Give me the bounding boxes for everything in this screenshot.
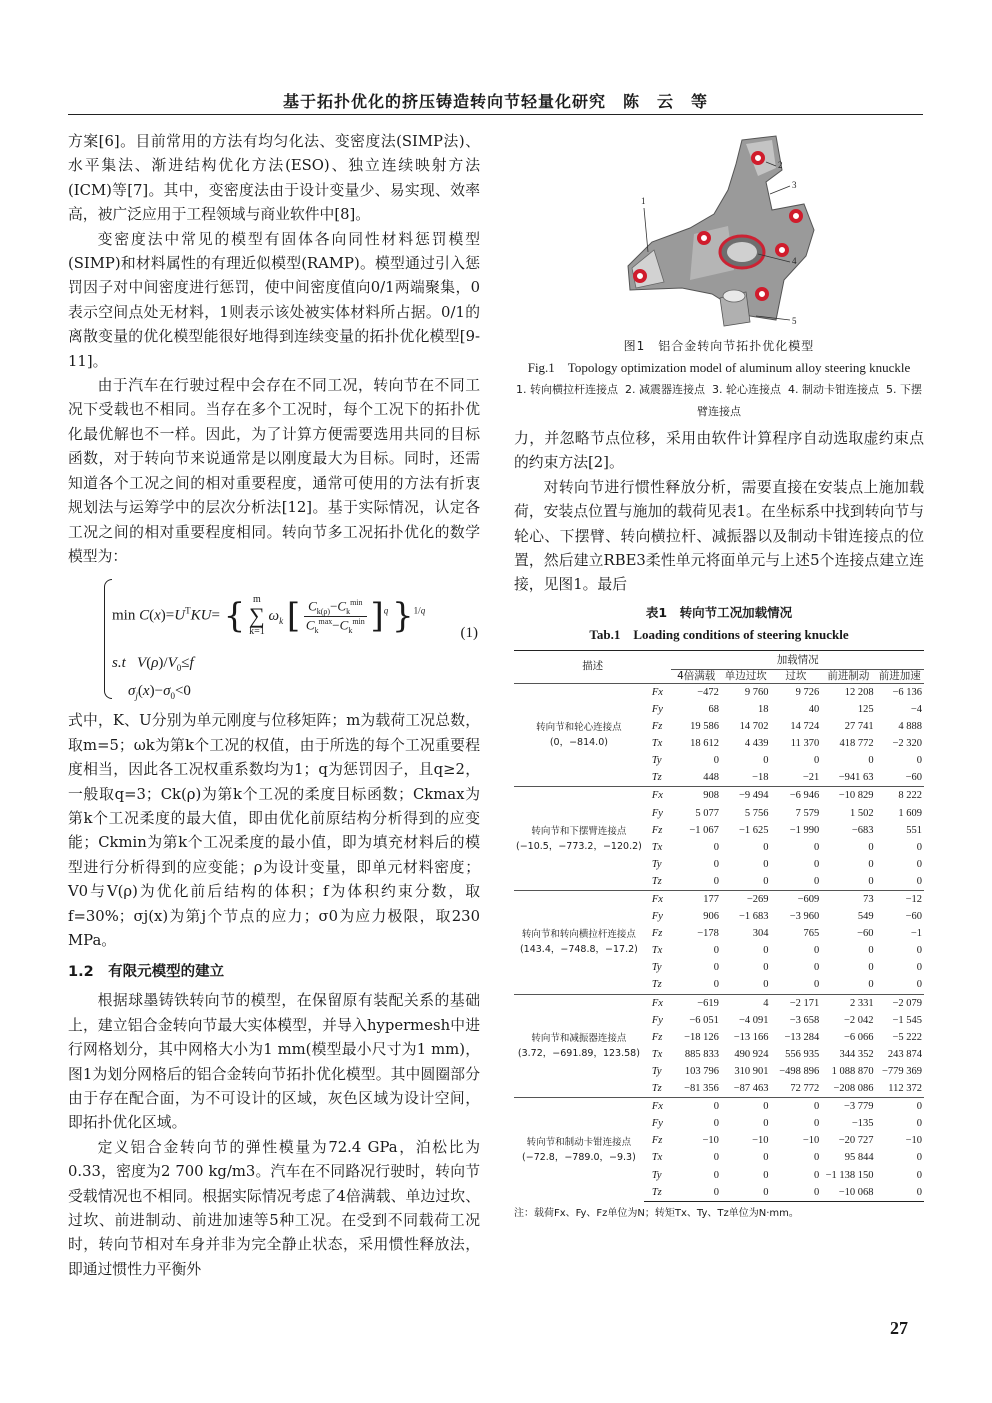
table-cell: −60 xyxy=(905,911,922,923)
table-cell: 4 439 xyxy=(744,738,769,750)
table-cell-component: Fx xyxy=(644,994,672,1012)
table-cell: 551 xyxy=(906,824,922,836)
paragraph: 变密度法中常见的模型有固体各向同性材料惩罚模型(SIMP)和材料属性的有理近似模型(RAMP)。模型通过引入惩罚因子对中间密度进行惩罚，使中间密度值向0/1两端聚集，0表示空间点处无材料，1则表示该处被实体材料所占据。0/1的离散变量的优化模型能很好地得到连续变量的拓扑优化模型[9-11]。 xyxy=(68,230,480,370)
table-cell: 549 xyxy=(857,911,874,923)
table-cell: 11 370 xyxy=(790,738,820,750)
table-cell: 310 901 xyxy=(734,1065,769,1077)
table-cell: 0 xyxy=(814,858,820,870)
table-cell-component: Ty xyxy=(651,1065,662,1077)
table-cell-component: Tz xyxy=(651,1083,662,1095)
table-row xyxy=(514,994,924,1012)
table-cell: 0 xyxy=(916,858,922,870)
table-cell-component: Fz xyxy=(651,1031,663,1043)
table-row xyxy=(514,1098,924,1116)
table-cell: 0 xyxy=(814,875,820,887)
table-cell: 72 772 xyxy=(790,1083,820,1095)
table-cell: 0 xyxy=(916,1169,922,1181)
table-cell: −619 xyxy=(671,994,721,1012)
table-cell: −1 xyxy=(910,928,922,940)
loads-table xyxy=(514,650,924,1202)
table-cell-component: Tz xyxy=(644,1184,672,1202)
table-cell: 0 xyxy=(814,945,820,957)
table-cell: −208 086 xyxy=(833,1083,874,1095)
table-cell: 0 xyxy=(814,755,820,767)
table-cell: 0 xyxy=(713,979,719,991)
table-cell: 14 724 xyxy=(790,721,820,733)
table-cell: −18 126 xyxy=(684,1031,719,1043)
table-cell: −1 990 xyxy=(789,824,820,836)
table-cell: 0 xyxy=(814,962,820,974)
table-cell: 0 xyxy=(868,755,874,767)
table-cell: −6 066 xyxy=(844,1031,874,1043)
table-cell: −683 xyxy=(851,824,874,836)
figure-label: 4 xyxy=(792,256,797,266)
left-column xyxy=(68,130,480,1282)
table-cell: 0 xyxy=(876,1184,924,1202)
table-header-col: 单边过坎 xyxy=(721,669,771,683)
table-cell: −1 625 xyxy=(738,824,769,836)
table-cell: 0 xyxy=(721,1098,771,1116)
table-cell-component: Ty xyxy=(651,962,662,974)
equation-number: (1) xyxy=(460,625,478,642)
table-cell: 0 xyxy=(671,1184,721,1202)
table-cell: −6 136 xyxy=(892,686,922,698)
table-cell: −3 960 xyxy=(789,911,820,923)
table-cell: −13 284 xyxy=(784,1031,820,1043)
table-cell-component: Fx xyxy=(644,1098,672,1116)
table-header-col: 前进加速 xyxy=(876,669,924,683)
table-cell: 40 xyxy=(808,703,820,715)
table-cell: −3 779 xyxy=(821,1098,875,1116)
table-cell: 0 xyxy=(916,1118,922,1130)
table-cell: 0 xyxy=(763,979,769,991)
knuckle-model-image xyxy=(514,130,924,335)
table-cell: −135 xyxy=(851,1118,874,1130)
table-row-desc: 转向节和轮心连接点(0，−814.0) xyxy=(536,722,622,749)
table-cell: 0 xyxy=(916,755,922,767)
table-title-en: Tab.1 Loading conditions of steering knuckle xyxy=(589,626,849,642)
running-header: 基于拓扑优化的挤压铸造转向节轻量化研究 陈 云 等 xyxy=(68,92,923,115)
table-cell: 1 502 xyxy=(849,807,874,819)
table-cell: 12 208 xyxy=(844,686,874,698)
figure-caption-en: Fig.1 Topology optimization model of aluminum alloy steering knuckle xyxy=(527,360,911,375)
table-cell: −1 138 150 xyxy=(825,1169,874,1181)
table-header-col: 4倍满载 xyxy=(671,669,721,683)
table-cell: 0 xyxy=(868,962,874,974)
table-cell: 4 888 xyxy=(898,721,922,733)
table-cell: 0 xyxy=(916,979,922,991)
table-cell: 0 xyxy=(713,841,719,853)
table-cell: −5 222 xyxy=(892,1031,922,1043)
figure-caption-cn: 图1 铝合金转向节拓扑优化模型 xyxy=(623,339,815,353)
table-cell: 0 xyxy=(763,858,769,870)
figure-1 xyxy=(514,130,924,335)
table-cell: 18 612 xyxy=(690,738,719,750)
table-cell: −10 829 xyxy=(821,787,875,805)
table-cell: 0 xyxy=(814,979,820,991)
table-cell: 0 xyxy=(814,1118,820,1130)
table-cell-component: Tx xyxy=(651,738,663,750)
table-cell: 0 xyxy=(916,841,922,853)
table-row xyxy=(514,890,924,908)
table-cell: 7 579 xyxy=(795,807,820,819)
figure-legend: 1. 转向横拉杆连接点 2. 减震器连接点 3. 轮心连接点 4. 制动卡钳连接点 5. 下摆臂连接点 xyxy=(516,383,922,418)
table-cell-component: Fy xyxy=(651,807,663,819)
table-cell: 556 935 xyxy=(785,1048,820,1060)
table-cell: 0 xyxy=(713,858,719,870)
table-cell: −10 xyxy=(802,1135,820,1147)
table-row-desc: 转向节和制动卡钳连接点(−72.8，−789.0，−9.3) xyxy=(514,1098,644,1202)
table-title-cn: 表1 转向节工况加载情况 xyxy=(645,604,793,620)
table-cell: 95 844 xyxy=(844,1152,874,1164)
table-cell: −10 xyxy=(702,1135,719,1147)
table-cell: 9 726 xyxy=(795,686,820,698)
paragraph: 对转向节进行惯性释放分析，需要直接在安装点上施加载荷，安装点位置与施加的载荷见表1。在坐标系中找到转向节与轮心、下摆臂、转向横拉杆、减振器以及制动卡钳连接点的位置，然后建立RBE3柔性单元将面单元与上述5个连接点建立连接，见图1。最后 xyxy=(514,478,924,594)
table-cell-component: Tx xyxy=(651,841,663,853)
table-cell: −4 091 xyxy=(738,1014,769,1026)
table-cell-component: Tx xyxy=(651,1048,663,1060)
table-cell: −1 067 xyxy=(689,824,719,836)
table-cell: 0 xyxy=(671,1098,721,1116)
table-cell: 0 xyxy=(916,962,922,974)
table-cell: 0 xyxy=(713,755,719,767)
figure-label: 1 xyxy=(641,196,646,206)
table-cell: 0 xyxy=(868,979,874,991)
figure-label: 3 xyxy=(792,180,797,190)
table-cell: 0 xyxy=(763,875,769,887)
table-cell: −1 545 xyxy=(892,1014,922,1026)
table-cell: 0 xyxy=(713,945,719,957)
paragraph: 定义铝合金转向节的弹性模量为72.4 GPa，泊松比为0.33，密度为2 700 kg/m3。汽车在不同路况行驶时，转向节受载情况也不相同。根据实际情况考虑了4倍满载、单边过坎、过坎、前进制动、前进加速等5种工况。在受到不同载荷工况时，转向节相对车身并非为完全静止状态，采用惯性释放法，即通过惯性力平衡外 xyxy=(68,1138,480,1278)
table-cell: −941 63 xyxy=(838,772,874,784)
section-heading: 1.2 有限元模型的建立 xyxy=(68,964,225,981)
figure-label: 5 xyxy=(792,316,797,326)
table-cell: −10 xyxy=(752,1135,769,1147)
table-cell: −87 463 xyxy=(733,1083,769,1095)
table-cell: 304 xyxy=(752,928,769,940)
table-cell: −20 727 xyxy=(838,1135,874,1147)
table-cell: 490 924 xyxy=(734,1048,769,1060)
table-cell: 0 xyxy=(713,962,719,974)
table-note: 注：载荷Fx、Fy、Fz单位为N；转矩Tx、Ty、Tz单位为N·mm。 xyxy=(514,1207,799,1219)
table-cell: 0 xyxy=(763,755,769,767)
table-cell: −779 369 xyxy=(881,1065,922,1077)
table-cell: −6 051 xyxy=(689,1014,719,1026)
table-cell-component: Ty xyxy=(651,858,662,870)
table-cell: 908 xyxy=(671,787,721,805)
table-cell: 0 xyxy=(916,875,922,887)
table-cell-component: Fz xyxy=(651,721,663,733)
equation-1: $\min C(x)=U^TKU=$ { m ∑ k=1 $\omega_k$ [ $\frac{C_{k(\rho)}-C_k^{min}}{C_k^{max}-C_k^{min}}$ ]$^q$ }$^{1/q}$ (1) s.t $V(\rho)/V_0\le f$ $\sigma_j(x)-\sigma_0<0$ xyxy=(68,575,480,707)
table-row xyxy=(514,787,924,805)
table-cell-component: Fy xyxy=(651,703,663,715)
table-cell: −81 356 xyxy=(684,1083,719,1095)
table-cell: 0 xyxy=(916,1152,922,1164)
table-cell: −1 683 xyxy=(738,911,769,923)
table-cell: −10 068 xyxy=(821,1184,875,1202)
table-cell: 0 xyxy=(814,1169,820,1181)
table-cell: 0 xyxy=(916,945,922,957)
table-cell: −6 946 xyxy=(771,787,822,805)
table-cell: −269 xyxy=(721,890,771,908)
table-cell: −60 xyxy=(857,928,874,940)
table-cell: −21 xyxy=(802,772,820,784)
table-cell: 1 088 870 xyxy=(831,1065,874,1077)
table-cell: 0 xyxy=(713,875,719,887)
table-cell: 0 xyxy=(763,1152,769,1164)
table-cell: 2 331 xyxy=(821,994,875,1012)
table-cell: 0 xyxy=(814,1152,820,1164)
table-cell: 18 xyxy=(758,703,769,715)
table-cell: 1 609 xyxy=(898,807,922,819)
table-cell: −10 xyxy=(905,1135,922,1147)
table-cell-component: Fx xyxy=(644,787,672,805)
table-cell-component: Fx xyxy=(651,686,663,698)
table-cell: −3 658 xyxy=(789,1014,820,1026)
table-row-desc: 转向节和下摆臂连接点(−10.5，−773.2，−120.2) xyxy=(514,787,644,891)
table-cell: 0 xyxy=(763,1169,769,1181)
table-cell: −4 xyxy=(910,703,922,715)
table-cell: 0 xyxy=(814,841,820,853)
table-cell: 0 xyxy=(876,1098,924,1116)
table-cell-component: Tz xyxy=(651,772,662,784)
table-cell: 125 xyxy=(857,703,874,715)
table-cell: 885 833 xyxy=(684,1048,719,1060)
table-cell-component: Tz xyxy=(651,875,662,887)
table-cell: −12 xyxy=(876,890,924,908)
table-cell: 0 xyxy=(763,841,769,853)
table-cell: 0 xyxy=(868,858,874,870)
table-cell: 0 xyxy=(771,1098,822,1116)
table-cell: 9 760 xyxy=(744,686,769,698)
paragraph: 方案[6]。目前常用的方法有均匀化法、变密度法(SIMP法)、水平集法、渐进结构优化方法(ESO)、独立连续映射方法(ICM)等[7]。其中，变密度法由于设计变量少、易实现、效率高，被广泛应用于工程领域与商业软件中[8]。 xyxy=(68,133,480,224)
table-cell: −609 xyxy=(771,890,822,908)
table-cell: 765 xyxy=(803,928,820,940)
table-cell: 0 xyxy=(868,875,874,887)
table-cell: 0 xyxy=(763,945,769,957)
table-row xyxy=(514,683,924,701)
table-cell: 0 xyxy=(713,1118,719,1130)
table-cell: 177 xyxy=(671,890,721,908)
table-cell-component: Fy xyxy=(651,1118,663,1130)
table-header-col: 过坎 xyxy=(771,669,822,683)
table-cell: 0 xyxy=(721,1184,771,1202)
table-cell: −498 896 xyxy=(779,1065,820,1077)
table-cell: 4 xyxy=(721,994,771,1012)
table-cell-component: Ty xyxy=(651,1169,662,1181)
table-cell: −60 xyxy=(905,772,922,784)
table-cell: −2 320 xyxy=(892,738,922,750)
table-cell: 0 xyxy=(763,962,769,974)
table-cell: −13 166 xyxy=(733,1031,769,1043)
table-row-desc: 转向节和减振器连接点(3.72，−691.89，123.58) xyxy=(514,994,644,1098)
table-cell-component: Tx xyxy=(651,1152,663,1164)
table-cell: 0 xyxy=(713,1169,719,1181)
table-header-group: 加载情况 xyxy=(671,650,924,669)
table-cell: 0 xyxy=(763,1118,769,1130)
table-header-desc: 描述 xyxy=(514,650,671,683)
table-cell: 112 372 xyxy=(888,1083,922,1095)
table-cell: 0 xyxy=(868,841,874,853)
table-cell-component: Tx xyxy=(651,945,663,957)
table-cell: −178 xyxy=(697,928,719,940)
table-cell-component: Fx xyxy=(644,890,672,908)
table-cell: 448 xyxy=(703,772,719,784)
table-cell-component: Fy xyxy=(651,911,663,923)
table-cell: 5 077 xyxy=(695,807,719,819)
figure-label: 2 xyxy=(778,160,783,170)
paragraph: 根据球墨铸铁转向节的模型，在保留原有装配关系的基础上，建立铝合金转向节最大实体模型，并导入hypermesh中进行网格划分，其中网格大小为1 mm(模型最小尺寸为1 mm)，图1为划分网格后的铝合金转向节拓扑优化模型。其中圆圈部分由于存在配合面，为不可设计的区域，灰色区域为设计空间，即拓扑优化区域。 xyxy=(68,992,480,1132)
table-cell: 27 741 xyxy=(844,721,874,733)
table-cell: 418 772 xyxy=(839,738,874,750)
table-cell-component: Fy xyxy=(651,1014,663,1026)
table-cell: 8 222 xyxy=(876,787,924,805)
paragraph: 式中，K、U分别为单元刚度与位移矩阵；m为载荷工况总数，取m=5；ωk为第k个工况的权值，由于所选的每个工况重要程度相当，因此各工况权重系数均为1；q为惩罚因子，且q≥2，一般取q=3；Ck(ρ)为第k个工况的柔度目标函数；Ckmax为第k个工况柔度的最大值，即由优化前原结构分析得到的应变能；Ckmin为第k个工况柔度的最小值，即为填充材料后的模型进行分析得到的应变能；ρ为设计变量，即单元材料密度；V0与V(ρ)为优化前后结构的体积；f为体积约束分数，取f=30%；σj(x)为第j个节点的应力；σ0为应力极限，取230 MPa。 xyxy=(68,712,480,949)
table-cell-component: Fz xyxy=(651,824,663,836)
table-cell: 73 xyxy=(821,890,875,908)
table-cell-component: Ty xyxy=(651,755,662,767)
table-cell: −2 042 xyxy=(844,1014,874,1026)
table-row-desc: 转向节和转向横拉杆连接点(143.4，−748.8，−17.2) xyxy=(514,890,644,994)
table-cell-component: Tz xyxy=(651,979,662,991)
table-cell: −2 171 xyxy=(771,994,822,1012)
table-cell: 344 352 xyxy=(839,1048,874,1060)
table-cell: 906 xyxy=(703,911,719,923)
right-column xyxy=(514,130,924,1224)
table-cell: −18 xyxy=(752,772,769,784)
table-cell: −9 494 xyxy=(721,787,771,805)
table-cell-component: Fz xyxy=(651,928,663,940)
table-cell: 0 xyxy=(868,945,874,957)
paragraph: 力，并忽略节点位移，采用由软件计算程序自动选取虚约束点的约束方法[2]。 xyxy=(514,430,924,472)
table-cell: 5 756 xyxy=(744,807,769,819)
table-cell: 14 702 xyxy=(739,721,769,733)
table-cell: 0 xyxy=(771,1184,822,1202)
table-cell-component: Fz xyxy=(651,1135,663,1147)
table-cell: 103 796 xyxy=(684,1065,719,1077)
table-cell: 19 586 xyxy=(690,721,719,733)
page-number: 27 xyxy=(890,1318,908,1338)
table-cell: −2 079 xyxy=(876,994,924,1012)
table-header-col: 前进制动 xyxy=(821,669,875,683)
table-cell: 0 xyxy=(713,1152,719,1164)
table-cell: 243 874 xyxy=(887,1048,922,1060)
table-cell: −472 xyxy=(697,686,719,698)
paragraph: 由于汽车在行驶过程中会存在不同工况，转向节在不同工况下受载也不相同。当存在多个工况时，每个工况下的拓扑优化最优解也不一样。因此，为了计算方便需要选用共同的目标函数，对于转向节来说通常是以刚度最大为目标。同时，还需知道各个工况之间的相对重要程度，通常可使用的方法有折衷规划法与运筹学中的层次分析法[12]。基于实际情况，认定各工况之间的相对重要程度相同。转向节多工况拓扑优化的数学模型为： xyxy=(68,377,480,565)
table-cell: 68 xyxy=(708,703,719,715)
